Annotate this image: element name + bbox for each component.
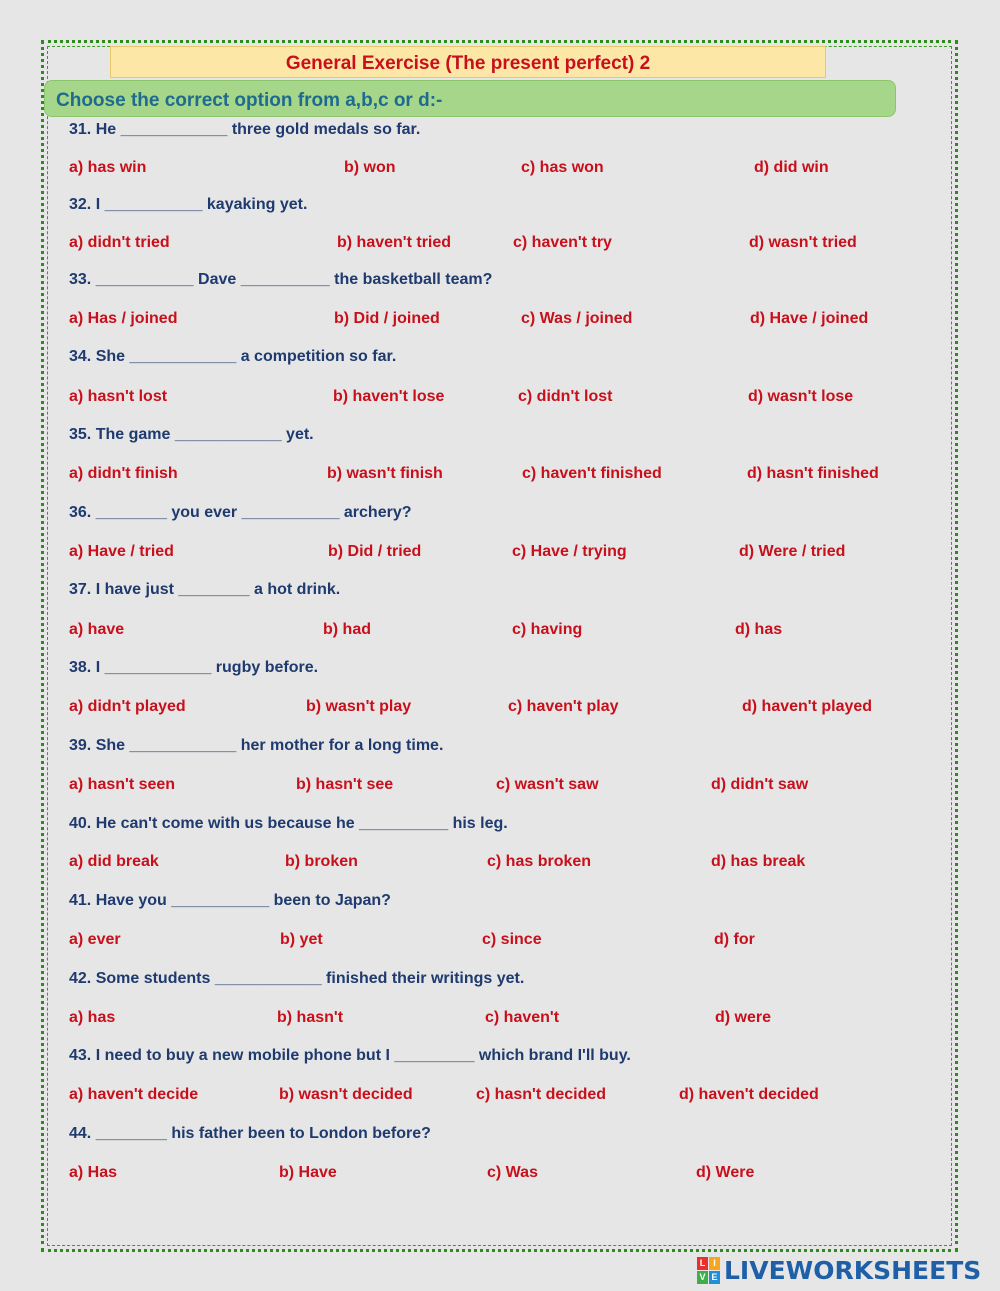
q35-option-a[interactable]: a) didn't finish xyxy=(69,465,178,482)
q34-option-b[interactable]: b) haven't lose xyxy=(333,388,445,405)
q37-option-a[interactable]: a) have xyxy=(69,621,125,638)
q42-option-a[interactable]: a) has xyxy=(69,1009,116,1026)
q40-option-d[interactable]: d) has break xyxy=(711,853,806,870)
q38-option-d[interactable]: d) haven't played xyxy=(742,698,873,715)
q35-option-d[interactable]: d) hasn't finished xyxy=(747,465,879,482)
q40-option-b[interactable]: b) broken xyxy=(285,853,358,870)
q31-option-c[interactable]: c) has won xyxy=(521,159,604,176)
question-33: 33. ___________ Dave __________ the basketball team? xyxy=(69,271,493,288)
q37-option-b[interactable]: b) had xyxy=(323,621,371,638)
q42-option-d[interactable]: d) were xyxy=(715,1009,772,1026)
question-36: 36. ________ you ever ___________ archery? xyxy=(69,504,412,521)
q36-option-d[interactable]: d) Were / tried xyxy=(739,543,846,560)
q43-option-d[interactable]: d) haven't decided xyxy=(679,1086,819,1103)
question-40: 40. He can't come with us because he __________ his leg. xyxy=(69,815,508,832)
question-38: 38. I ____________ rugby before. xyxy=(69,659,319,676)
q38-option-b[interactable]: b) wasn't play xyxy=(306,698,412,715)
q39-option-c[interactable]: c) wasn't saw xyxy=(496,776,599,793)
q44-option-a[interactable]: a) Has xyxy=(69,1164,118,1181)
q41-option-b[interactable]: b) yet xyxy=(280,931,323,948)
q44-option-d[interactable]: d) Were xyxy=(696,1164,755,1181)
q36-option-c[interactable]: c) Have / trying xyxy=(512,543,627,560)
q36-option-b[interactable]: b) Did / tried xyxy=(328,543,422,560)
q32-option-a[interactable]: a) didn't tried xyxy=(69,234,170,251)
q33-option-c[interactable]: c) Was / joined xyxy=(521,310,633,327)
q39-option-b[interactable]: b) hasn't see xyxy=(296,776,394,793)
q32-option-d[interactable]: d) wasn't tried xyxy=(749,234,857,251)
q42-option-c[interactable]: c) haven't xyxy=(485,1009,560,1026)
worksheet-title: General Exercise (The present perfect) 2 xyxy=(110,46,826,78)
q44-option-c[interactable]: c) Was xyxy=(487,1164,538,1181)
worksheet-border xyxy=(41,40,958,1252)
question-37: 37. I have just ________ a hot drink. xyxy=(69,581,341,598)
question-42: 42. Some students ____________ finished their writings yet. xyxy=(69,970,525,987)
question-34: 34. She ____________ a competition so far. xyxy=(69,348,397,365)
liveworksheets-logo xyxy=(697,1255,981,1285)
q39-option-d[interactable]: d) didn't saw xyxy=(711,776,809,793)
q35-option-c[interactable]: c) haven't finished xyxy=(522,465,662,482)
q42-option-b[interactable]: b) hasn't xyxy=(277,1009,344,1026)
question-35: 35. The game ____________ yet. xyxy=(69,426,314,443)
q44-option-b[interactable]: b) Have xyxy=(279,1164,337,1181)
q43-option-a[interactable]: a) haven't decide xyxy=(69,1086,199,1103)
question-44: 44. ________ his father been to London before? xyxy=(69,1125,431,1142)
q39-option-a[interactable]: a) hasn't seen xyxy=(69,776,176,793)
q37-option-d[interactable]: d) has xyxy=(735,621,783,638)
q41-option-d[interactable]: d) for xyxy=(714,931,755,948)
q34-option-d[interactable]: d) wasn't lose xyxy=(748,388,854,405)
q40-option-a[interactable]: a) did break xyxy=(69,853,159,870)
question-43: 43. I need to buy a new mobile phone but I _________ which brand I'll buy. xyxy=(69,1047,631,1064)
q38-option-c[interactable]: c) haven't play xyxy=(508,698,619,715)
q34-option-c[interactable]: c) didn't lost xyxy=(518,388,613,405)
q31-option-a[interactable]: a) has win xyxy=(69,159,147,176)
q31-option-d[interactable]: d) did win xyxy=(754,159,829,176)
q40-option-c[interactable]: c) has broken xyxy=(487,853,592,870)
q41-option-a[interactable]: a) ever xyxy=(69,931,121,948)
q32-option-b[interactable]: b) haven't tried xyxy=(337,234,452,251)
logo-wordmark: LIVEWORKSHEETS xyxy=(724,1255,982,1285)
q35-option-b[interactable]: b) wasn't finish xyxy=(327,465,443,482)
q37-option-c[interactable]: c) having xyxy=(512,621,583,638)
q33-option-b[interactable]: b) Did / joined xyxy=(334,310,440,327)
q33-option-d[interactable]: d) Have / joined xyxy=(750,310,869,327)
q31-option-b[interactable]: b) won xyxy=(344,159,396,176)
q38-option-a[interactable]: a) didn't played xyxy=(69,698,186,715)
question-31: 31. He ____________ three gold medals so far. xyxy=(69,121,421,138)
q33-option-a[interactable]: a) Has / joined xyxy=(69,310,178,327)
instruction-banner: Choose the correct option from a,b,c or d:- xyxy=(44,80,896,117)
question-41: 41. Have you ___________ been to Japan? xyxy=(69,892,391,909)
logo-tiles-icon: L I V E xyxy=(697,1257,720,1284)
q43-option-b[interactable]: b) wasn't decided xyxy=(279,1086,413,1103)
question-39: 39. She ____________ her mother for a long time. xyxy=(69,737,444,754)
q32-option-c[interactable]: c) haven't try xyxy=(513,234,612,251)
q36-option-a[interactable]: a) Have / tried xyxy=(69,543,174,560)
q41-option-c[interactable]: c) since xyxy=(482,931,542,948)
question-32: 32. I ___________ kayaking yet. xyxy=(69,196,308,213)
q34-option-a[interactable]: a) hasn't lost xyxy=(69,388,168,405)
q43-option-c[interactable]: c) hasn't decided xyxy=(476,1086,607,1103)
